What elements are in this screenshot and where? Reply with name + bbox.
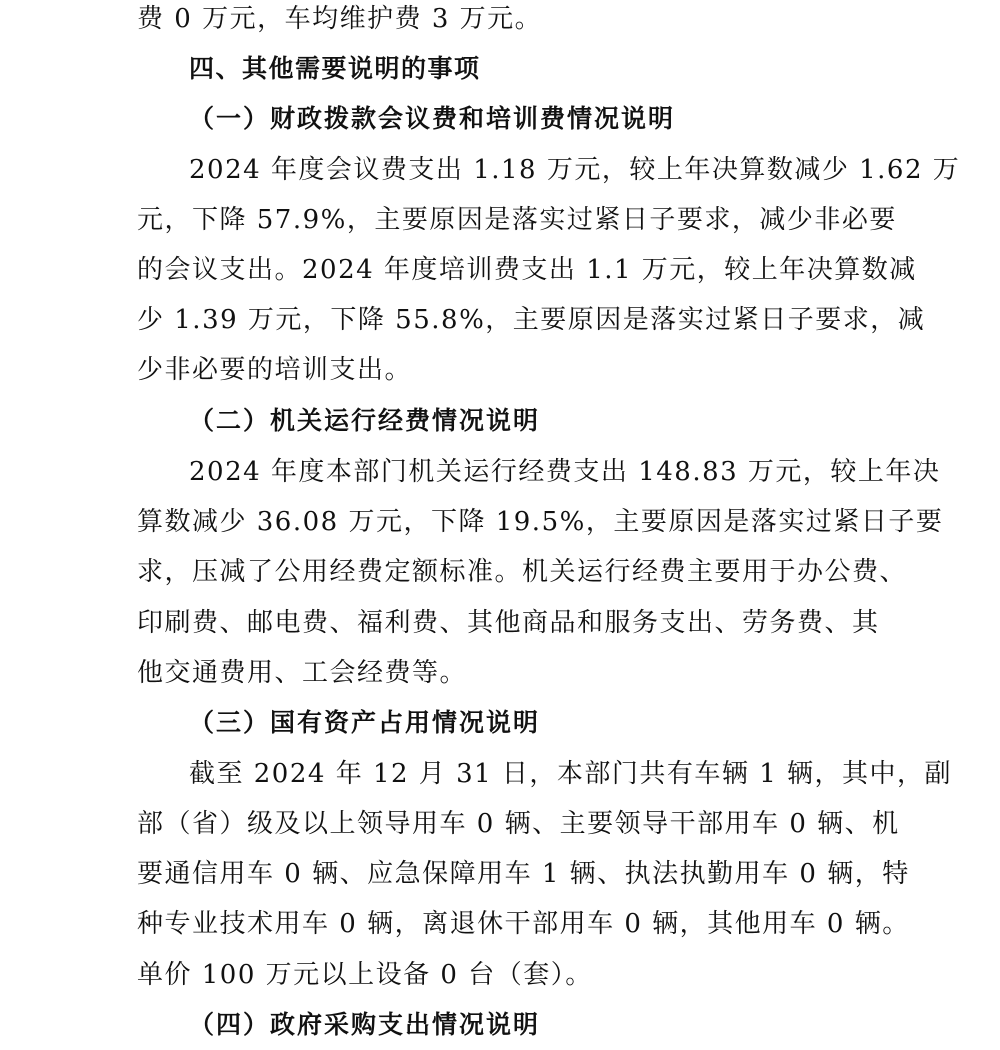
body-line: 部（省）级及以上领导用车 0 辆、主要领导干部用车 0 辆、机: [137, 809, 900, 839]
body-line: 算数减少 36.08 万元，下降 19.5%，主要原因是落实过紧日子要: [137, 507, 944, 537]
subsection-heading: （四）政府采购支出情况说明: [189, 1010, 541, 1039]
body-line: 2024 年度本部门机关运行经费支出 148.83 万元，较上年决: [189, 457, 941, 487]
body-line: 截至 2024 年 12 月 31 日，本部门共有车辆 1 辆，其中，副: [189, 759, 952, 789]
subsection-heading: （二）机关运行经费情况说明: [189, 406, 541, 435]
body-line: 元，下降 57.9%，主要原因是落实过紧日子要求，减少非必要: [137, 205, 897, 235]
body-line: 要通信用车 0 辆、应急保障用车 1 辆、执法执勤用车 0 辆，特: [137, 859, 910, 889]
body-line: 印刷费、邮电费、福利费、其他商品和服务支出、劳务费、其: [137, 608, 880, 638]
subsection-heading: （三）国有资产占用情况说明: [189, 708, 541, 737]
subsection-heading: （一）财政拨款会议费和培训费情况说明: [189, 104, 676, 133]
section-heading: 四、其他需要说明的事项: [189, 54, 481, 83]
body-line: 他交通费用、工会经费等。: [137, 658, 468, 688]
body-line: 2024 年度会议费支出 1.18 万元，较上年决算数减少 1.62 万: [189, 155, 961, 185]
body-line: 单价 100 万元以上设备 0 台（套）。: [137, 960, 593, 990]
body-line: 的会议支出。2024 年度培训费支出 1.1 万元，较上年决算数减: [137, 255, 917, 285]
body-line: 种专业技术用车 0 辆，离退休干部用车 0 辆，其他用车 0 辆。: [137, 909, 910, 939]
body-line: 求，压减了公用经费定额标准。机关运行经费主要用于办公费、: [137, 557, 908, 587]
body-line: 费 0 万元，车均维护费 3 万元。: [137, 4, 543, 34]
body-line: 少 1.39 万元，下降 55.8%，主要原因是落实过紧日子要求，减: [137, 305, 926, 335]
body-line: 少非必要的培训支出。: [137, 355, 413, 385]
